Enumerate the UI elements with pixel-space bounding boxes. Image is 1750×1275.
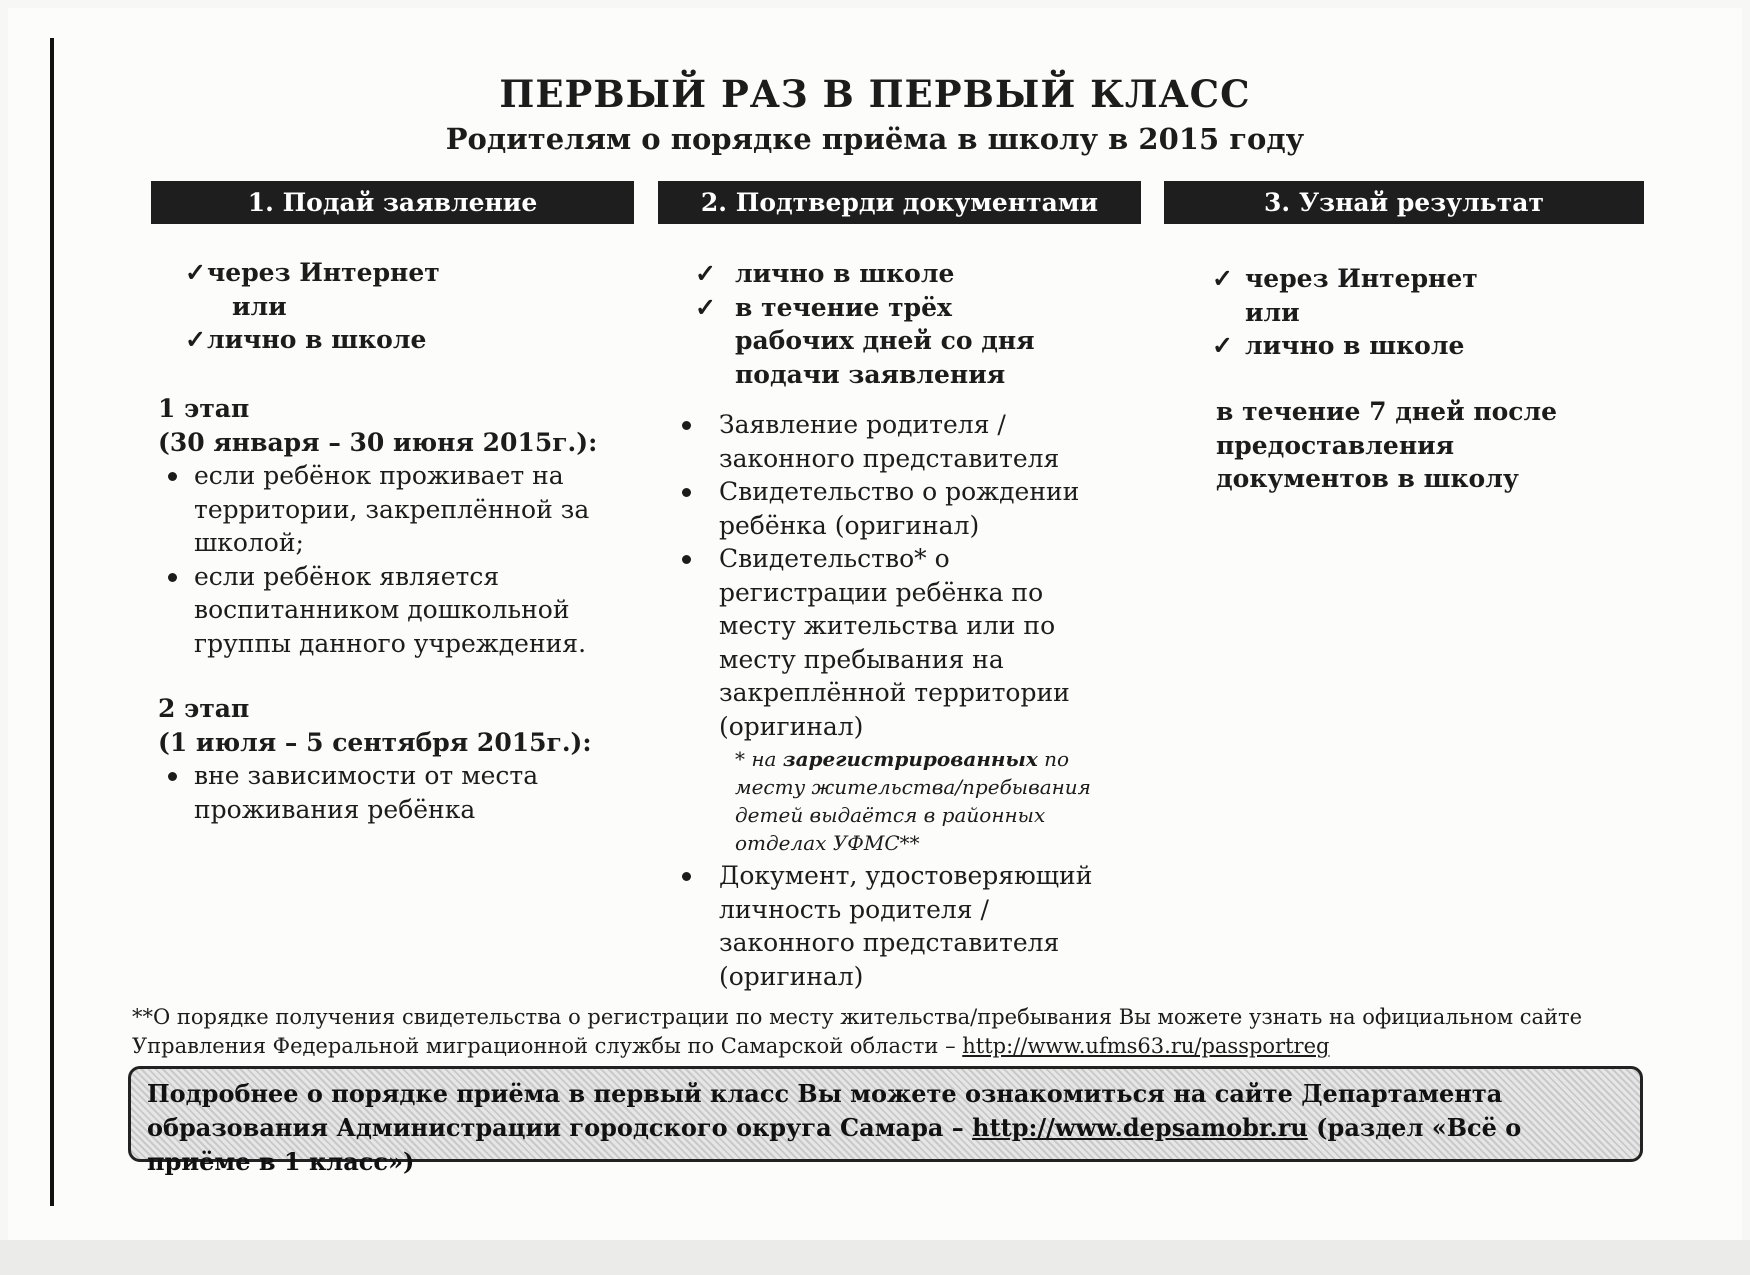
list-item-text: если ребёнок проживает на территории, закреплённой за школой; xyxy=(194,461,590,557)
info-box xyxy=(128,1066,1643,1176)
check-icon: ✓ xyxy=(185,258,206,287)
list-item-text: вне зависимости от места проживания ребёнка xyxy=(194,761,539,824)
stage-title: 2 этап xyxy=(158,694,250,723)
document-item-text: Документ, удостоверяющий личность родителя / законного представителя (оригинал) xyxy=(719,861,1093,991)
list-item xyxy=(194,560,608,661)
ufms-link[interactable]: http://www.ufms63.ru/passportreg xyxy=(962,1034,1330,1058)
bullet-dot-icon xyxy=(682,421,691,430)
check-item-text: лично в школе xyxy=(735,259,955,288)
check-item xyxy=(695,257,1115,291)
documents-list-continued xyxy=(719,859,1119,993)
column-1-checklist xyxy=(185,256,605,357)
check-icon: ✓ xyxy=(1212,264,1233,293)
check-icon: ✓ xyxy=(185,325,206,354)
footnote xyxy=(132,1003,1652,1061)
check-item-text: лично в школе xyxy=(1245,331,1465,360)
footnote-text: **О порядке получения свидетельства о регистрации по месту жительства/пребывания Вы можете узнать на официальном сайте Управления Федеральной миграционной службы по Самарской области – xyxy=(132,1005,1583,1058)
stage-1-list xyxy=(158,459,608,660)
result-timing: в течение 7 дней после предоставления документов в школу xyxy=(1216,397,1558,493)
column-header-result: 3. Узнай результат xyxy=(1164,181,1644,224)
stage-2 xyxy=(158,692,608,826)
list-item xyxy=(194,759,554,826)
list-item xyxy=(194,459,608,560)
stage-1 xyxy=(158,392,608,660)
or-label: или xyxy=(232,291,287,321)
list-item-text: если ребёнок является воспитанником дошкольной группы данного учреждения. xyxy=(194,561,587,658)
bullet-dot-icon xyxy=(168,772,177,781)
registration-note xyxy=(719,745,1125,857)
page-subtitle: Родителям о порядке приёма в школу в 2015 году xyxy=(445,122,1305,156)
left-margin-rule xyxy=(50,38,54,1206)
info-box-suffix: (раздел «Всё о приёме в 1 класс») xyxy=(147,1113,1522,1176)
bullet-dot-icon xyxy=(682,872,691,881)
scan-bottom-edge xyxy=(0,1240,1750,1275)
document-item-text: Заявление родителя / законного представителя xyxy=(719,410,1060,473)
info-box-text: Подробнее о порядке приёма в первый класс Вы можете ознакомиться на сайте Департамента образования Администрации городского округа Самара – xyxy=(147,1079,1503,1142)
check-item xyxy=(695,291,1075,392)
check-icon: ✓ xyxy=(695,259,716,288)
note-emphasis: зарегистрированных xyxy=(782,747,1038,771)
document-item xyxy=(719,859,1099,993)
stage-dates: (30 января – 30 июня 2015г.): xyxy=(158,427,598,457)
check-item xyxy=(185,256,605,290)
check-item-text: через Интернет xyxy=(207,258,440,287)
bullet-dot-icon xyxy=(168,472,177,481)
bullet-dot-icon xyxy=(682,488,691,497)
depsamobr-link[interactable]: http://www.depsamobr.ru xyxy=(972,1113,1308,1142)
check-item-text: через Интернет xyxy=(1245,264,1478,293)
column-header-apply: 1. Подай заявление xyxy=(151,181,634,224)
document-item xyxy=(719,408,1069,475)
check-icon: ✓ xyxy=(695,292,716,322)
column-3-checklist xyxy=(1212,262,1612,363)
stage-title: 1 этап xyxy=(158,394,250,423)
check-item xyxy=(1212,329,1612,363)
note-text: по месту жительства/пребывания детей выдаётся в районных отделах УФМС** xyxy=(735,747,1091,855)
check-item-text: в течение трёх рабочих дней со дня подачи заявления xyxy=(735,292,1035,389)
note-prefix: * на xyxy=(735,747,783,771)
bullet-dot-icon xyxy=(682,555,691,564)
column-header-confirm: 2. Подтверди документами xyxy=(658,181,1141,224)
check-icon: ✓ xyxy=(1212,331,1233,360)
document-item-text: Свидетельство* о регистрации ребёнка по месту жительства или по месту пребывания на закреплённой территории (оригинал) xyxy=(719,544,1070,741)
stage-dates: (1 июля – 5 сентября 2015г.): xyxy=(158,727,592,757)
document-item xyxy=(719,542,1089,743)
document-item-text: Свидетельство о рождении ребёнка (оригинал) xyxy=(719,477,1080,540)
check-item xyxy=(185,323,605,357)
document-item xyxy=(719,475,1089,542)
check-item-text: лично в школе xyxy=(207,325,427,354)
column-2-checklist xyxy=(695,257,1115,391)
or-label: или xyxy=(1245,297,1300,327)
stage-2-list xyxy=(158,759,554,826)
check-item xyxy=(1212,262,1612,296)
documents-list xyxy=(719,408,1119,743)
page-title: ПЕРВЫЙ РАЗ В ПЕРВЫЙ КЛАСС xyxy=(499,72,1251,116)
bullet-dot-icon xyxy=(168,573,177,582)
documents-list-top xyxy=(719,408,1119,993)
